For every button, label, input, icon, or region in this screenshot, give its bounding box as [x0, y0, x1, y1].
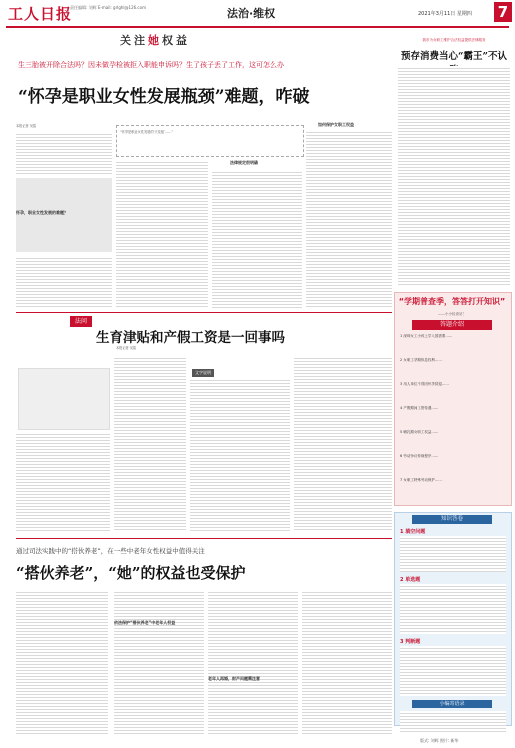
feature-text-col1	[16, 132, 112, 176]
newspaper-logo: 工人日报	[8, 5, 73, 23]
promo-band: 答题介绍	[412, 320, 492, 330]
elder-text-col4	[302, 590, 392, 736]
feature-kicker	[120, 32, 190, 48]
footer-credit: 版式: 刘辉 照片: 新华	[420, 738, 459, 743]
cartoon-illustration	[18, 368, 110, 430]
legal-tag2: 文字说明	[192, 369, 214, 377]
page-number: 7	[494, 2, 512, 22]
section-divider-2	[16, 538, 392, 539]
legal-text-col2	[190, 378, 290, 532]
promo-item: 7 女职工特殊劳动保护……	[400, 478, 442, 482]
quiz-text-1	[400, 536, 506, 572]
promo-item: 6 劳动争议仲裁程序……	[400, 454, 439, 458]
sidebar-title: 预存消费当心“霸王”不认	[401, 51, 507, 62]
quiz-heading-3: 3 判断题	[400, 639, 421, 645]
legal-text-col0	[16, 432, 110, 532]
sidebar-text	[398, 66, 510, 286]
editor-info: 责任编辑: 刘辉 E-mail: grlghl@126.com	[70, 5, 146, 10]
promo-title: “学期普查季，答答打开知识”	[398, 297, 506, 306]
small-ad-band: 小编寄语录	[412, 700, 492, 708]
promo-item: 4 产假期间工资待遇……	[400, 406, 439, 410]
kicker-mid: 她	[148, 34, 162, 47]
feature-text-col1b	[16, 256, 112, 308]
quiz-heading-2: 2 单选题	[400, 577, 421, 583]
feature-subhead-3: 如何保护女职工权益	[318, 122, 354, 127]
elder-subhead-2: 老年人再婚，财产问题需注意	[208, 676, 260, 681]
quiz-text-3	[400, 646, 506, 696]
legal-text-col1	[114, 356, 186, 532]
kicker-left: 关注	[120, 34, 148, 47]
elder-text-col1	[16, 590, 108, 736]
date: 2021年3月11日 星期四	[418, 11, 472, 17]
quiz-band: 知识答卷	[412, 515, 492, 524]
quiz-heading-1: 1 填空问题	[400, 529, 426, 535]
legal-tag: 法问	[70, 316, 92, 327]
feature-subhead-1: 怀孕，职业女性发展的难题？	[16, 210, 68, 215]
feature-byline: 本报记者 吴铭	[16, 124, 37, 128]
legal-headline: 生育津贴和产假工资是一回事吗	[96, 330, 285, 346]
sidebar-deck: 我市为女职工维护合法权益提供法律服务	[422, 38, 486, 42]
elder-subhead-1: 依法保护“搭伙养老”中老年人权益	[114, 620, 176, 625]
elder-text-col3	[208, 590, 298, 736]
promo-subtitle: ——小小检查站！	[438, 312, 466, 316]
feature-headline: “怀孕是职业女性发展瓶颈”难题，咋破	[18, 87, 310, 107]
feature-text-col3	[212, 170, 302, 308]
promo-item: 5 哺乳期女职工权益……	[400, 430, 439, 434]
kicker-right: 权益	[162, 34, 190, 47]
quiz-text-2	[400, 584, 506, 634]
feature-deck: 生三胎被开除合法吗？因未做孕检被拒入职能申诉吗？生了孩子丢了工作，这可怎么办	[18, 61, 284, 69]
section-divider	[16, 312, 392, 313]
pull-quote: “怀孕是职业女性发展的‘天花板’……”	[120, 130, 174, 134]
elder-deck: 通过司法实践中的“搭伙养老”，在一些中老年女性权益中值得关注	[16, 547, 205, 555]
elder-text-col2	[114, 590, 204, 736]
promo-item: 1 深圳女工小孩上学入园需要……	[400, 334, 453, 338]
section-title: 法治·维权	[227, 7, 276, 20]
feature-text-col4	[306, 130, 392, 308]
elder-headline: “搭伙养老”，“她”的权益也受保护	[16, 564, 246, 582]
legal-byline: 本报记者 吴铭	[116, 346, 137, 350]
feature-subhead-2: 法律规定很明确	[230, 160, 258, 165]
feature-text-col2	[116, 160, 208, 308]
legal-text-col3	[294, 356, 392, 532]
promo-item: 3 用人单位不得因怀孕辞退……	[400, 382, 449, 386]
promo-item: 2 女职工孕期休息权利……	[400, 358, 442, 362]
small-ad-text	[400, 711, 506, 733]
